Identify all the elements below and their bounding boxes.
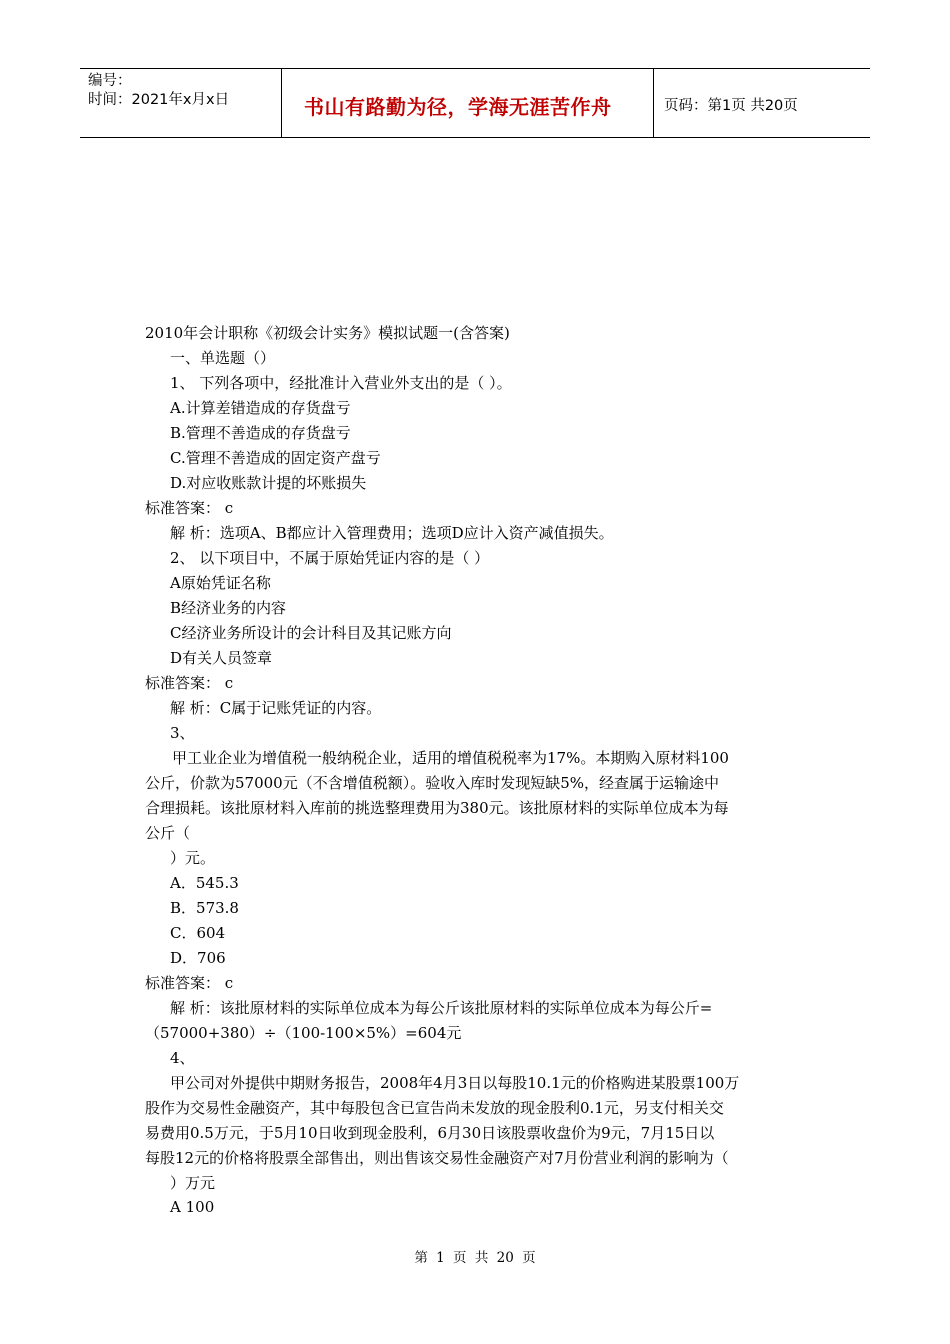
question-option: D.对应收账款计提的坏账损失: [170, 474, 367, 492]
standard-answer: 标准答案： c: [145, 674, 234, 692]
doc-title: 2010年会计职称《初级会计实务》模拟试题一(含答案): [145, 324, 510, 342]
question-stem: 公斤，价款为57000元（不含增值税额）。验收入库时发现短缺5%，经查属于运输途中: [145, 774, 720, 792]
page-footer: 第 1 页 共 20 页: [414, 1250, 536, 1266]
question-stem: ）万元: [170, 1174, 216, 1192]
section-heading: 一、单选题（）: [170, 349, 276, 367]
question-option: D．706: [170, 949, 226, 967]
question-option: B经济业务的内容: [170, 599, 287, 617]
question-number: 4、: [170, 1049, 195, 1067]
question-option: C．604: [170, 924, 226, 942]
question-stem: 甲公司对外提供中期财务报告，2008年4月3日以每股10.1元的价格购进某股票100万: [170, 1074, 740, 1092]
question-option: A 100: [170, 1198, 215, 1216]
question-stem: 易费用0.5万元，于5月10日收到现金股利，6月30日该股票收盘价为9元，7月15日以: [145, 1124, 715, 1142]
question-option: D有关人员签章: [170, 649, 273, 667]
standard-answer: 标准答案： c: [145, 499, 234, 517]
question-option: C经济业务所设计的会计科目及其记账方向: [170, 624, 452, 642]
answer-analysis: 解 析：C属于记账凭证的内容。: [170, 699, 382, 717]
answer-analysis: 解 析：选项A、B都应计入管理费用；选项D应计入资产减值损失。: [170, 524, 614, 542]
question-option: B.管理不善造成的存货盘亏: [170, 424, 351, 442]
question-option: A.计算差错造成的存货盘亏: [170, 399, 351, 417]
question-option: A．545.3: [170, 874, 239, 892]
standard-answer: 标准答案： c: [145, 974, 234, 992]
question-option: C.管理不善造成的固定资产盘亏: [170, 449, 381, 467]
question-stem: 2、 以下项目中，不属于原始凭证内容的是（ ）: [170, 549, 490, 567]
header-page-label: 页码：第1页 共20页: [664, 98, 798, 114]
question-option: A原始凭证名称: [170, 574, 271, 592]
question-stem: 公斤（: [145, 824, 191, 842]
question-stem: 合理损耗。该批原材料入库前的挑选整理费用为380元。该批原材料的实际单位成本为每: [145, 799, 729, 817]
answer-analysis: 解 析：该批原材料的实际单位成本为每公斤该批原材料的实际单位成本为每公斤=: [170, 999, 713, 1017]
question-stem: 股作为交易性金融资产，其中每股包含已宣告尚未发放的现金股利0.1元，另支付相关交: [145, 1099, 724, 1117]
question-stem: 每股12元的价格将股票全部售出，则出售该交易性金融资产对7月份营业利润的影响为（: [145, 1149, 729, 1167]
question-stem: ）元。: [170, 849, 216, 867]
question-stem: 1、 下列各项中，经批准计入营业外支出的是（ ）。: [170, 374, 512, 392]
question-stem: 甲工业企业为增值税一般纳税企业，适用的增值税税率为17%。本期购入原材料100: [172, 749, 729, 767]
doc-time-label: 时间：2021年x月x日: [88, 92, 230, 108]
doc-number-label: 编号：: [88, 73, 132, 89]
question-option: B．573.8: [170, 899, 239, 917]
header-motto: 书山有路勤为径，学海无涯苦作舟: [304, 95, 612, 119]
question-number: 3、: [170, 724, 195, 742]
answer-analysis: （57000+380）÷（100-100×5%）=604元: [145, 1024, 462, 1042]
